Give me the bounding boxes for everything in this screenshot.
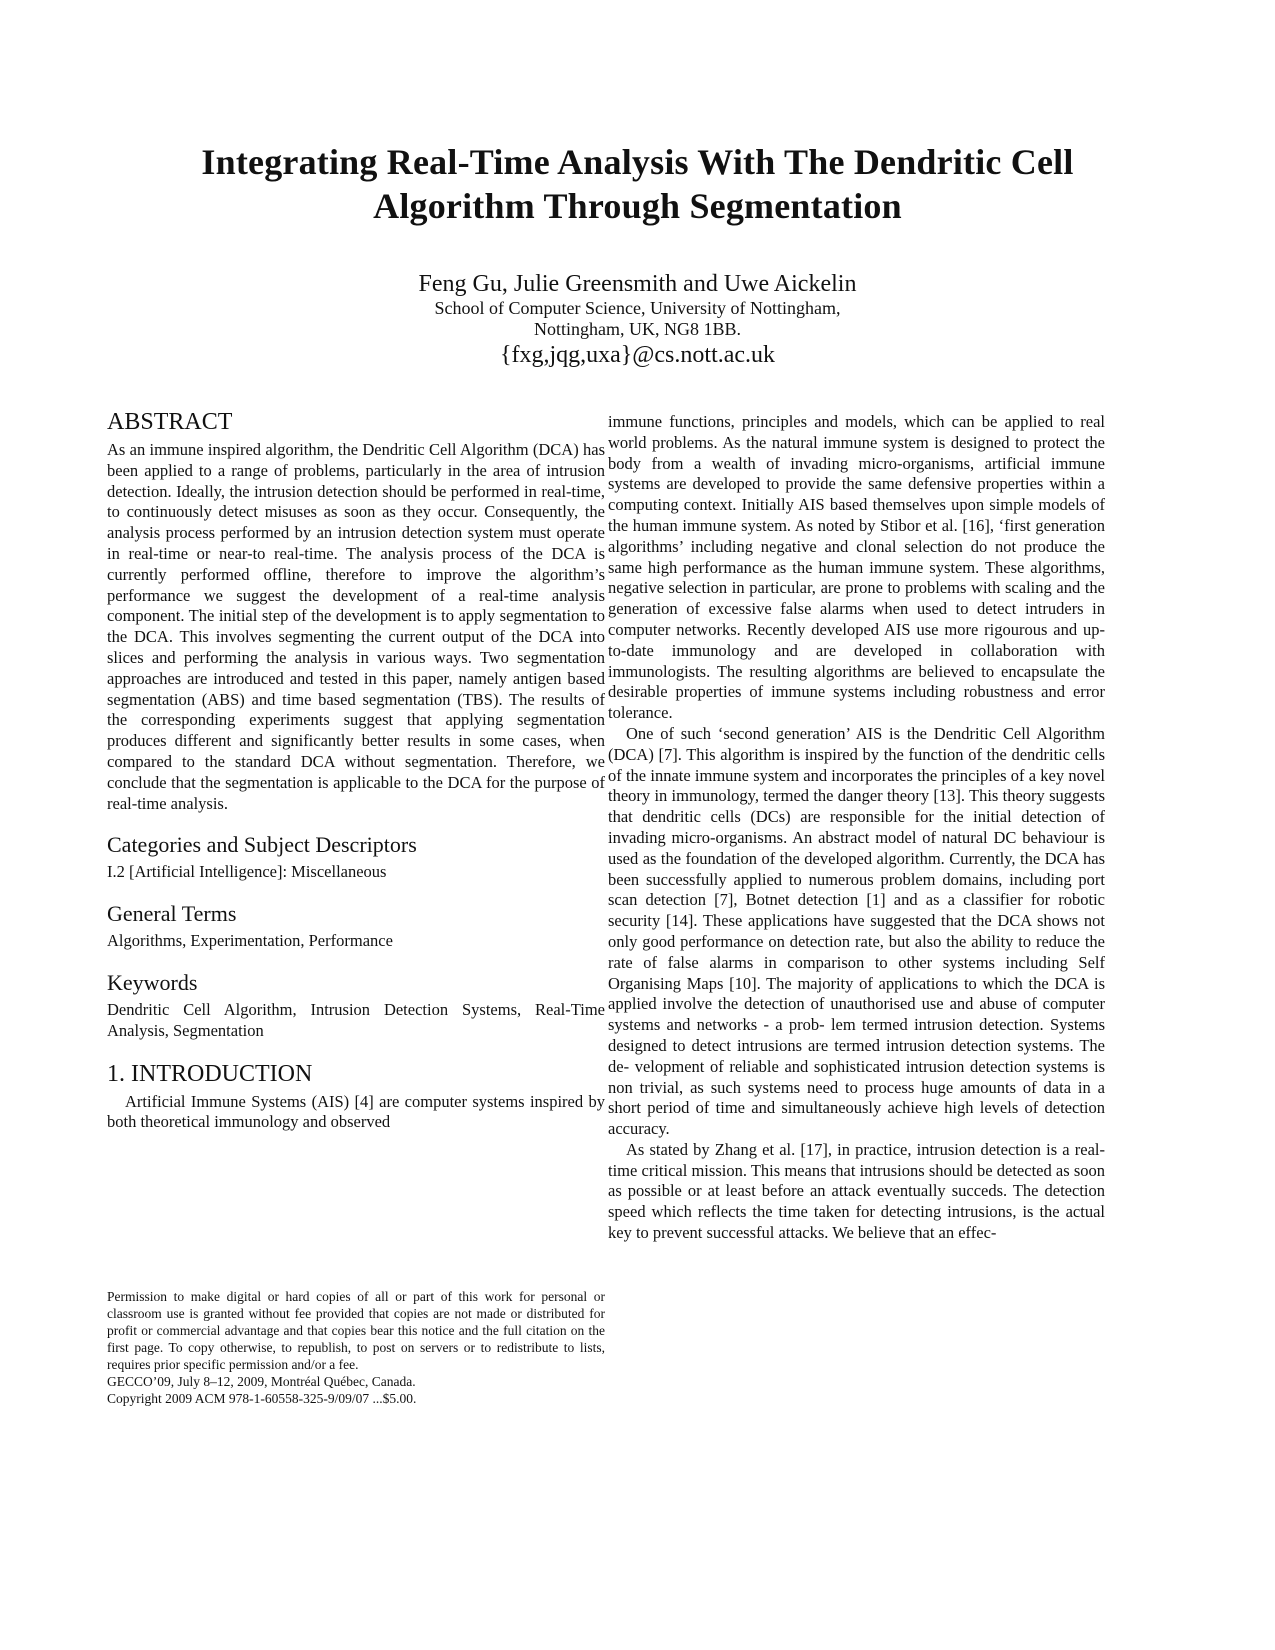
title-line-1: Integrating Real-Time Analysis With The Dendritic Cell <box>201 142 1074 182</box>
introduction-paragraph-3: As stated by Zhang et al. [17], in practice, intrusion detection is a real-time critical mission. This means that intrusions should be detected as soon as possible or at least before an attack eventually succeds. The detection speed which reflects the time taken for detecting intrusions, is the actual key to prevent successful attacks. We believe that an effec- <box>608 1139 1105 1243</box>
title-line-2: Algorithm Through Segmentation <box>373 186 902 226</box>
general-terms-heading: General Terms <box>107 901 237 927</box>
paper-title <box>0 140 1275 228</box>
abstract-heading: ABSTRACT <box>107 409 233 435</box>
affiliation-line-1: School of Computer Science, University of Nottingham, <box>434 298 841 318</box>
general-terms-text: Algorithms, Experimentation, Performance <box>107 931 393 951</box>
introduction-paragraph-2: One of such ‘second generation’ AIS is the Dendritic Cell Algorithm (DCA) [7]. This algorithm is inspired by the function of the dendritic cells of the innate immune system and incorporates the principles of a key novel theory in immunology, termed the danger theory [13]. This theory suggests that dendritic cells (DCs) are responsible for the initial detection of invading micro-organisms. An abstract model of natural DC behaviour is used as the foundation of the developed algorithm. Currently, the DCA has been successfully applied to numerous problem domains, including port scan detection [7], Botnet detection [1] and as a classifier for robotic security [14]. These applications have suggested that the DCA shows not only good performance on detection rate, but also the ability to reduce the rate of false alarms in comparison to other systems including Self Organising Maps [10]. The majority of applications to which the DCA is applied involve the detection of unauthorised use and abuse of computer systems and networks - a prob- lem termed intrusion detection. Systems designed to detect intrusions are termed intrusion detection systems. The de- velopment of reliable and sophisticated intrusion detection systems is non trivial, as such systems need to process huge amounts of data in a short period of time and simultaneously achieve high levels of detection accuracy. <box>608 723 1105 1139</box>
introduction-paragraph-1-start: Artificial Immune Systems (AIS) [4] are computer systems inspired by both theoretical immunology and observed <box>107 1091 605 1132</box>
keywords-heading: Keywords <box>107 969 198 995</box>
author-block <box>0 270 1275 370</box>
introduction-paragraph-1-cont: immune functions, principles and models, which can be applied to real world problems. As the natural immune system is designed to protect the body from a wealth of invading micro-organisms, artificial immune systems are developed to provide the same defensive properties within a computing context. Initially AIS based themselves upon simple models of the human immune system. As noted by Stibor et al. [16], ‘first generation algorithms’ including negative and clonal selection do not produce the same high performance as the human immune system. These algorithms, negative selection in particular, are prone to problems with scaling and the generation of excessive false alarms when used to detect intruders in computer networks. Recently developed AIS use more rigourous and up-to-date immunology and are developed in collaboration with immunologists. The resulting algorithms are believed to encapsulate the desirable properties of immune systems including robustness and error tolerance. <box>608 412 1105 723</box>
right-column <box>608 412 1105 1244</box>
introduction-heading: 1. INTRODUCTION <box>107 1060 313 1087</box>
abstract-text: As an immune inspired algorithm, the Dendritic Cell Algorithm (DCA) has been applied to a range of problems, particularly in the area of intrusion detection. Ideally, the intrusion detection should be performed in real-time, to continuously detect misuses as soon as they occur. Consequently, the analysis process performed by an intrusion detection system must operate in real-time or near-to real-time. The analysis process of the DCA is currently performed offline, therefore to improve the algorithm’s performance we suggest the development of a real-time analysis component. The initial step of the development is to apply segmentation to the DCA. This involves segmenting the current output of the DCA into slices and performing the analysis in various ways. Two segmentation approaches are introduced and tested in this paper, namely antigen based segmentation (ABS) and time based segmentation (TBS). The results of the corresponding experiments suggest that applying segmentation produces different and significantly better results in some cases, when compared to the standard DCA without segmentation. Therefore, we conclude that the segmentation is applicable to the DCA for the purpose of real-time analysis. <box>107 440 605 813</box>
permission-notice: Permission to make digital or hard copies of all or part of this work for personal or classroom use is granted without fee provided that copies are not made or distributed for profit or commercial advantage and that copies bear this notice and the full citation on the first page. To copy otherwise, to republish, to post on servers or to redistribute to lists, requires prior specific permission and/or a fee. <box>107 1289 605 1372</box>
author-names: Feng Gu, Julie Greensmith and Uwe Aickelin <box>418 271 857 297</box>
categories-heading: Categories and Subject Descriptors <box>107 832 417 858</box>
keywords-text: Dendritic Cell Algorithm, Intrusion Detection Systems, Real-Time Analysis, Segmentation <box>107 999 605 1040</box>
copyright-footnote <box>107 1288 605 1407</box>
author-email: {fxg,jqg,uxa}@cs.nott.ac.uk <box>499 342 776 368</box>
copyright-notice: Copyright 2009 ACM 978-1-60558-325-9/09/07 ...$5.00. <box>107 1391 417 1406</box>
categories-text: I.2 [Artificial Intelligence]: Miscellaneous <box>107 862 387 882</box>
left-column <box>107 408 605 1133</box>
conference-info: GECCO’09, July 8–12, 2009, Montréal Québec, Canada. <box>107 1374 416 1389</box>
affiliation-line-2: Nottingham, UK, NG8 1BB. <box>534 319 741 339</box>
